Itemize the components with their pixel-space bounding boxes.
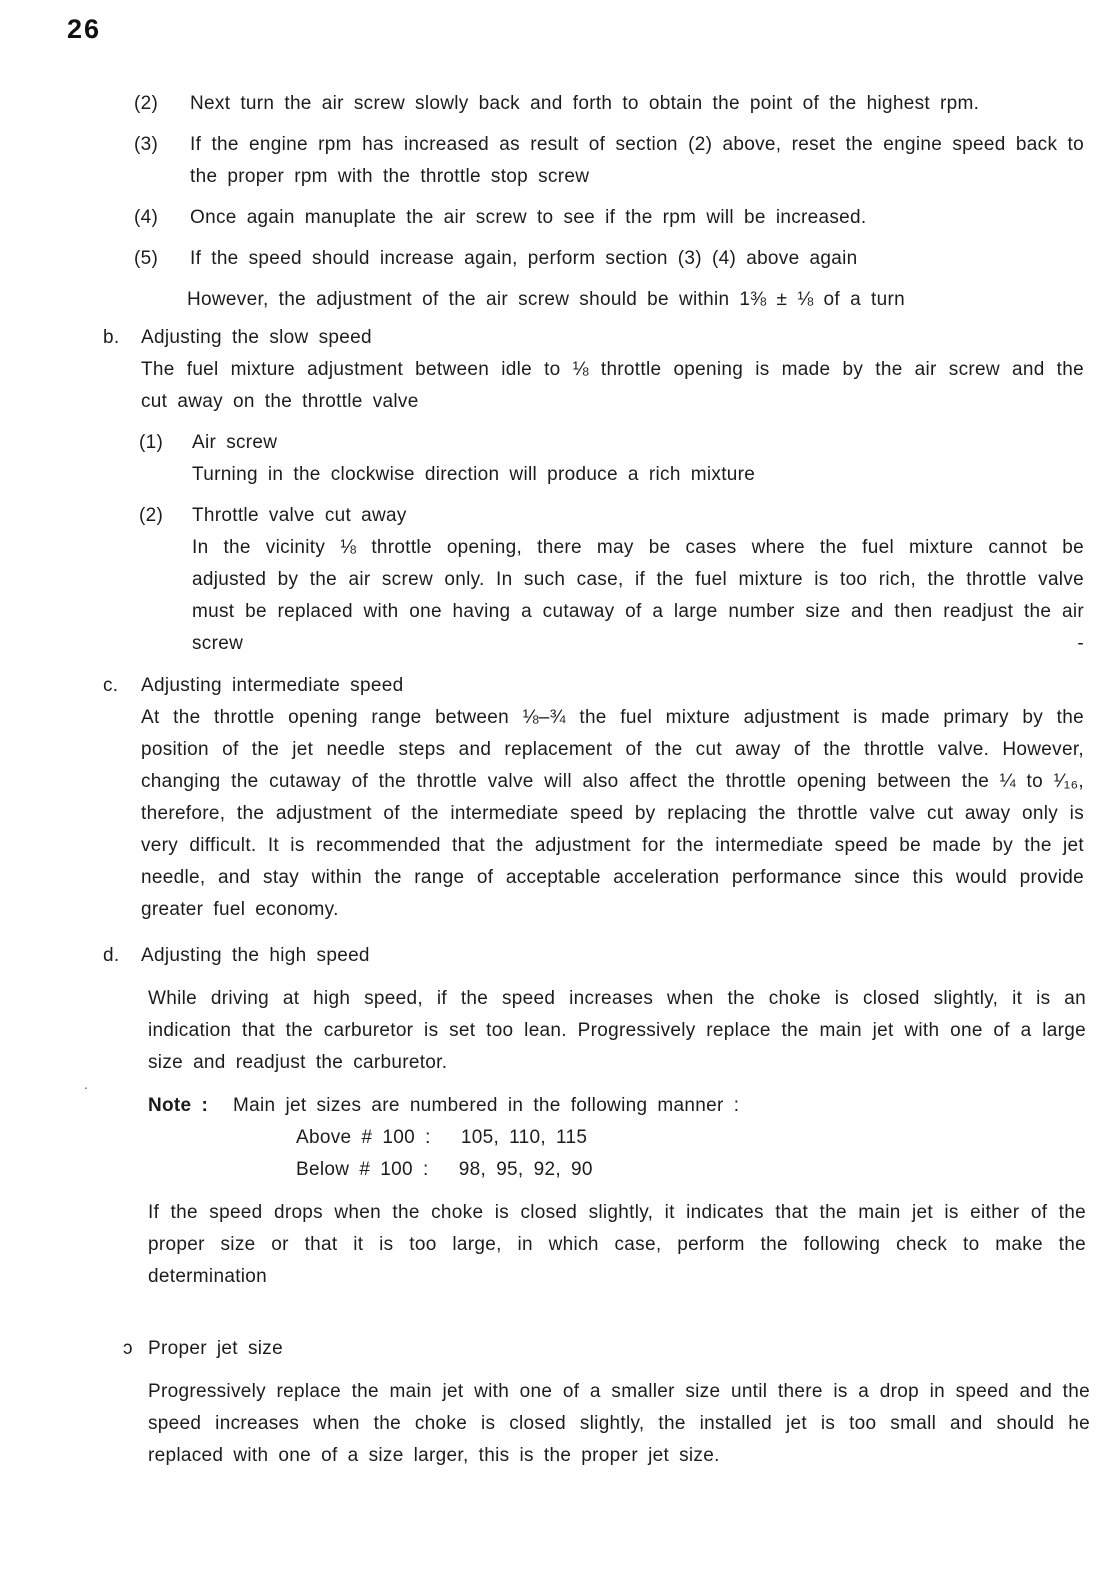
- note-block: [148, 1090, 1086, 1122]
- however-note: However, the adjustment of the air screw should be within 1⅜ ± ⅛ of a turn: [187, 289, 905, 310]
- section-e-body: Progressively replace the main jet with one of a smaller size until there is a drop in speed and the speed increases when the choke is closed slightly, the installed jet is too small and should he replaced with one of a size larger, this is the proper jet size.: [148, 1381, 1090, 1466]
- section-title: Adjusting intermediate speed: [141, 675, 404, 696]
- section-marker: ɔ: [123, 1338, 133, 1359]
- list-item-marker: (2): [134, 93, 159, 114]
- list-item: [134, 129, 1084, 193]
- section-marker: b.: [103, 327, 120, 348]
- sub-item-body: Turning in the clockwise direction will produce a rich mixture: [192, 464, 756, 485]
- section-marker: c.: [103, 675, 119, 696]
- note-label: Note :: [148, 1095, 209, 1116]
- jet-size-values: 98, 95, 92, 90: [458, 1159, 593, 1180]
- section-d-paragraph2: If the speed drops when the choke is closed slightly, it indicates that the main jet is either of the proper size or that it is too large, in which case, perform the following check to make the determination: [148, 1202, 1086, 1287]
- list-item-text: Once again manuplate the air screw to see if the rpm will be increased.: [190, 207, 867, 228]
- section-c-body: At the throttle opening range between ⅛–¾ the fuel mixture adjustment is made primary by the position of the jet needle steps and replacement of the cut away of the throttle valve. However, changing the cutaway of the throttle valve will also affect the throttle opening between the ¼ to ¹⁄₁₆, therefore, the adjustment of the intermediate speed by replacing the throttle valve cut away only is very difficult. It is recommended that the adjustment for the intermediate speed be made by the jet needle, and stay within the range of acceptable acceleration performance since this would provide greater fuel economy.: [141, 707, 1084, 920]
- list-item-marker: (5): [134, 248, 159, 269]
- sub-item: [139, 427, 1084, 491]
- list-item-text: Next turn the air screw slowly back and forth to obtain the point of the highest rpm.: [190, 93, 980, 114]
- section-c-heading: [103, 670, 1120, 702]
- list-item-text: If the engine rpm has increased as result of section (2) above, reset the engine speed back to the proper rpm with the throttle stop screw: [190, 134, 1084, 187]
- sub-item-body: In the vicinity ⅛ throttle opening, there may be cases where the fuel mixture cannot be adjusted by the air screw only. In such case, if the fuel mixture is too rich, the throttle valve must be replaced with one having a cutaway of a large number size and then readjust the air screw -: [192, 532, 1084, 660]
- section-d-paragraph: While driving at high speed, if the speed increases when the choke is closed slightly, it is an indication that the carburetor is set too lean. Progressively replace the main jet with one of a large size and readjust the carburetor.: [148, 988, 1086, 1073]
- section-title: Adjusting the high speed: [141, 945, 370, 966]
- section-d-heading: [103, 940, 1120, 972]
- jet-size-line: [296, 1154, 1120, 1186]
- section-title: Proper jet size: [148, 1338, 283, 1359]
- section-e-heading: [123, 1333, 1086, 1365]
- section-marker: d.: [103, 945, 120, 966]
- section-title: Adjusting the slow speed: [141, 327, 372, 348]
- jet-size-label: Above # 100 :: [296, 1127, 431, 1148]
- list-item-marker: (3): [134, 134, 159, 155]
- jet-size-label: Below # 100 :: [296, 1159, 429, 1180]
- list-item: [134, 243, 1084, 275]
- section-b-heading: [103, 322, 1120, 354]
- sub-item: [139, 500, 1084, 660]
- note-text: Main jet sizes are numbered in the following manner :: [233, 1095, 740, 1116]
- stray-scan-mark: .: [84, 1076, 88, 1092]
- jet-size-values: 105, 110, 115: [460, 1127, 588, 1148]
- list-item-text: If the speed should increase again, perform section (3) (4) above again: [190, 248, 858, 269]
- page-content: [0, 88, 1120, 1472]
- list-item-marker: (4): [134, 207, 159, 228]
- sub-item-marker: (1): [139, 432, 164, 453]
- stray-dash: -: [1077, 633, 1084, 654]
- list-item: [134, 202, 1084, 234]
- sub-item-title: Air screw: [192, 432, 278, 453]
- sub-item-marker: (2): [139, 505, 164, 526]
- list-item: [134, 88, 1084, 120]
- page-number: 26: [67, 14, 102, 44]
- jet-size-line: [296, 1122, 1120, 1154]
- sub-item-title: Throttle valve cut away: [192, 505, 407, 526]
- section-b-intro: The fuel mixture adjustment between idle to ⅛ throttle opening is made by the air screw and the cut away on the throttle valve: [141, 359, 1084, 412]
